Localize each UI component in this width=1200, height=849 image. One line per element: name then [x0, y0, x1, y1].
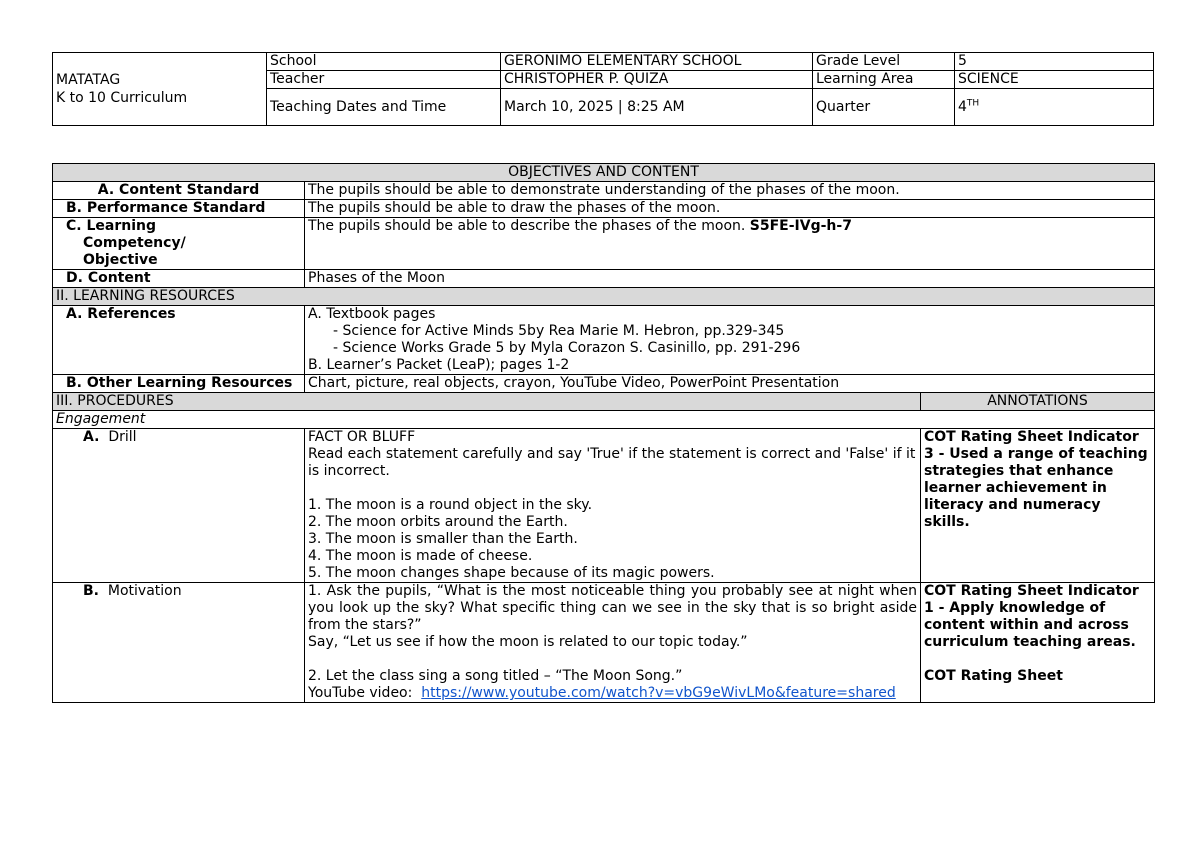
resources-title: II. LEARNING RESOURCES: [53, 288, 1155, 306]
quarter-label: Quarter: [813, 89, 955, 126]
area-value: SCIENCE: [955, 71, 1154, 89]
drill-item: 2. The moon orbits around the Earth.: [308, 514, 568, 530]
drill-annotation: COT Rating Sheet Indicator 3 - Used a range of teaching strategies that enhance learner achievement in literacy and numeracy skills.: [921, 429, 1155, 583]
ref-line-4: B. Learner’s Packet (LeaP); pages 1-2: [308, 357, 570, 373]
teacher-label: Teacher: [267, 71, 501, 89]
drill-item: 5. The moon changes shape because of its magic powers.: [308, 565, 715, 581]
motivation-content: [305, 583, 921, 703]
other-resources-label: B. Other Learning Resources: [53, 375, 305, 393]
annotations-title: ANNOTATIONS: [921, 393, 1155, 411]
lesson-plan-table: [52, 163, 1155, 703]
competency-cell: [305, 218, 1155, 270]
procedures-title: III. PROCEDURES: [53, 393, 921, 411]
grade-value: 5: [955, 53, 1154, 71]
drill-item: 4. The moon is made of cheese.: [308, 548, 533, 564]
motivation-annotation: [921, 583, 1155, 703]
references-label: A. References: [53, 306, 305, 375]
performance-standard-label: B. Performance Standard: [53, 200, 305, 218]
curriculum-grades: K to 10 Curriculum: [56, 90, 188, 106]
drill-item: 3. The moon is smaller than the Earth.: [308, 531, 578, 547]
quarter-suffix: TH: [966, 97, 980, 108]
motivation-label: Motivation: [107, 583, 182, 599]
engagement-label: Engagement: [53, 411, 1155, 429]
content-label: D. Content: [53, 270, 305, 288]
motivation-song: 2. Let the class sing a song titled – “The Moon Song.”: [308, 668, 683, 684]
references-cell: [305, 306, 1155, 375]
ref-line-3: - Science Works Grade 5 by Myla Corazon S. Casinillo, pp. 291-296: [333, 340, 801, 356]
area-label: Learning Area: [813, 71, 955, 89]
teacher-value: CHRISTOPHER P. QUIZA: [501, 71, 813, 89]
motivation-letter: B.: [83, 583, 99, 599]
drill-item: 1. The moon is a round object in the sky.: [308, 497, 593, 513]
competency-label: C. Learning Competency/ Objective: [53, 218, 305, 270]
school-label: School: [267, 53, 501, 71]
ref-line-1: A. Textbook pages: [308, 306, 436, 322]
dates-value: March 10, 2025 | 8:25 AM: [501, 89, 813, 126]
motivation-annotation-1: COT Rating Sheet Indicator 1 - Apply knowledge of content within and across curriculum teaching areas.: [924, 583, 1139, 650]
motivation-say: Say, “Let us see if how the moon is related to our topic today.”: [308, 634, 748, 650]
drill-title: FACT OR BLUFF: [308, 429, 416, 445]
youtube-video-link[interactable]: https://www.youtube.com/watch?v=vbG9eWivLMo&feature=shared: [421, 685, 896, 701]
curriculum-name: MATATAG: [56, 72, 121, 88]
header-table: [52, 52, 1154, 126]
school-value: GERONIMO ELEMENTARY SCHOOL: [501, 53, 813, 71]
dates-label: Teaching Dates and Time: [267, 89, 501, 126]
drill-instructions: Read each statement carefully and say 'True' if the statement is correct and 'False' if it is incorrect.: [308, 446, 916, 479]
competency-code: S5FE-IVg-h-7: [749, 218, 852, 234]
motivation-annotation-2: COT Rating Sheet: [924, 668, 1063, 684]
content-standard-text: The pupils should be able to demonstrate understanding of the phases of the moon.: [305, 182, 1155, 200]
motivation-label-cell: [53, 583, 305, 703]
drill-label-cell: [53, 429, 305, 583]
motivation-question: 1. Ask the pupils, “What is the most noticeable thing you probably see at night when you look up the sky? What specific thing can we see in the sky that is so bright aside from the stars?”: [308, 583, 917, 633]
curriculum-cell: [53, 53, 267, 126]
drill-label: Drill: [108, 429, 137, 445]
grade-label: Grade Level: [813, 53, 955, 71]
content-text: Phases of the Moon: [305, 270, 1155, 288]
video-label: YouTube video:: [308, 685, 413, 701]
drill-letter: A.: [83, 429, 100, 445]
content-standard-label: A. Content Standard: [53, 182, 305, 200]
objectives-title: OBJECTIVES AND CONTENT: [53, 164, 1155, 182]
other-resources-text: Chart, picture, real objects, crayon, YouTube Video, PowerPoint Presentation: [305, 375, 1155, 393]
ref-line-2: - Science for Active Minds 5by Rea Marie M. Hebron, pp.329-345: [333, 323, 785, 339]
quarter-value: 4: [958, 98, 967, 115]
performance-standard-text: The pupils should be able to draw the phases of the moon.: [305, 200, 1155, 218]
competency-text: The pupils should be able to describe the phases of the moon.: [308, 218, 746, 234]
drill-content: [305, 429, 921, 583]
quarter-cell: [955, 89, 1154, 126]
